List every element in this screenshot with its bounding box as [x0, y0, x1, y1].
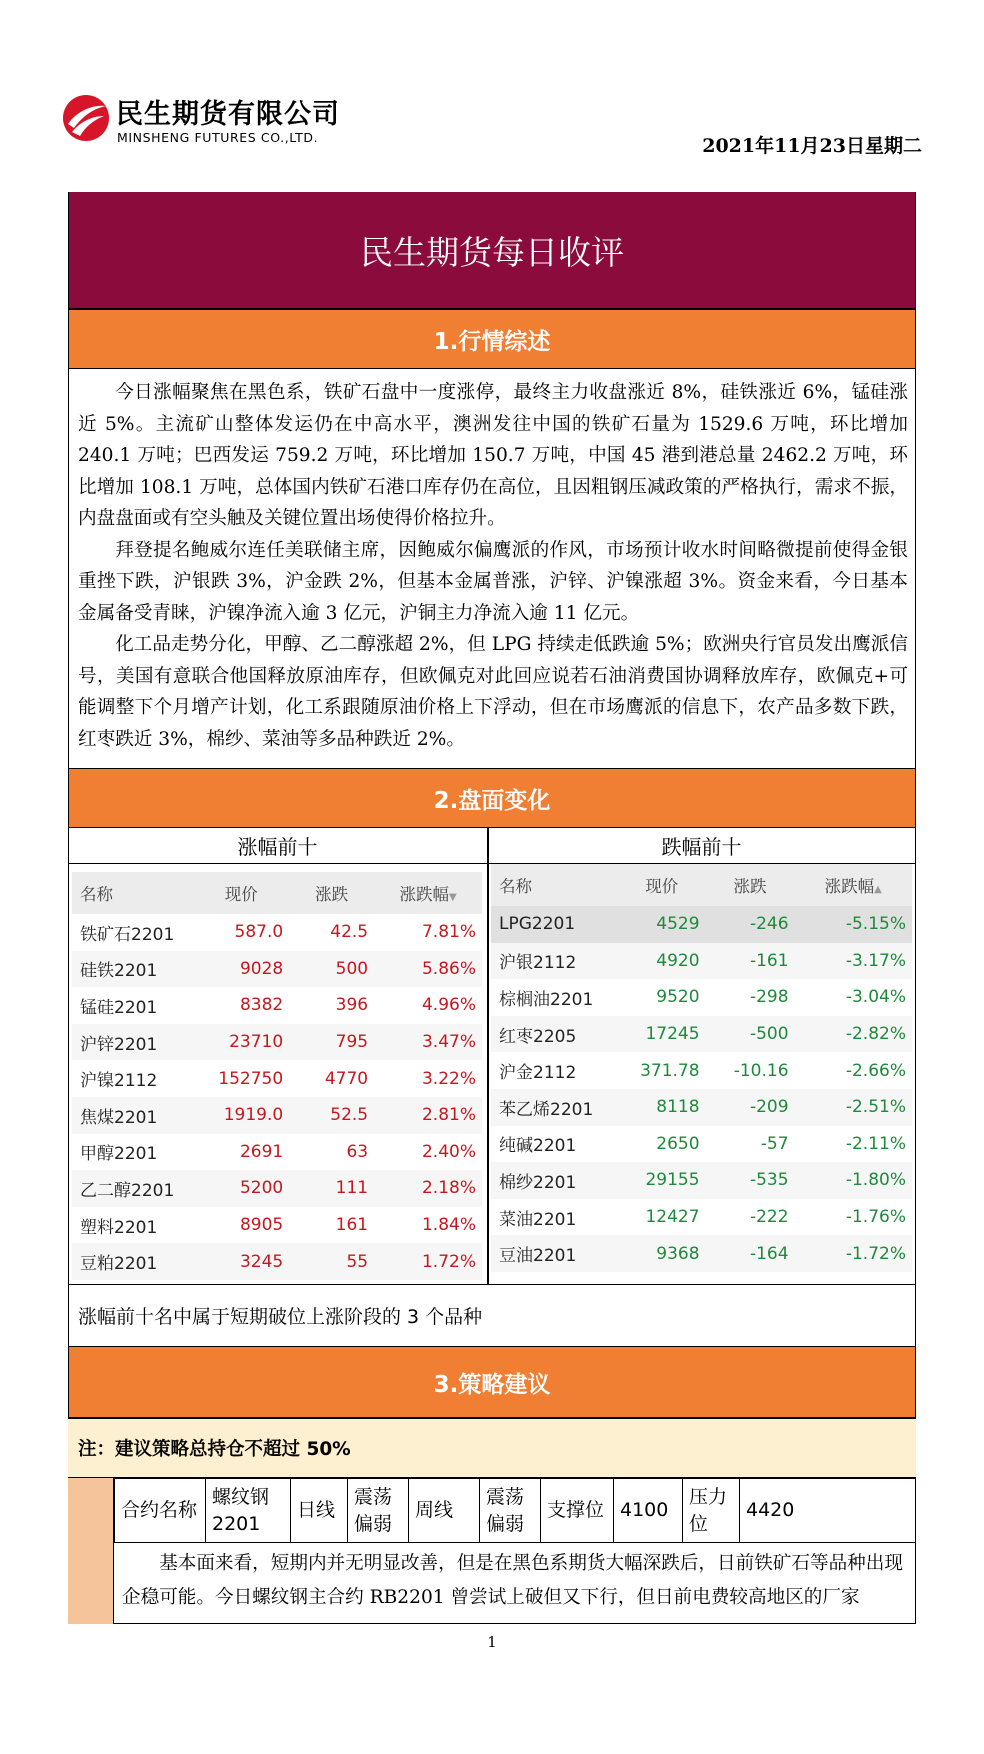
losers-table — [491, 864, 912, 1272]
change-percent: 7.81% — [421, 922, 476, 943]
overview-paragraph: 拜登提名鲍威尔连任美联储主席，因鲍威尔偏鹰派的作风，市场预计收水时间略微提前使得金银重挫下跌，沪银跌 3%，沪金跌 2%，但基本金属普涨，沪锌、沪镍涨超 3%。资金来看，今日基本金属备受青睐，沪镍净流入逾 3 亿元，沪铜主力净流入逾 11 亿元。 — [78, 539, 908, 624]
change-percent: -2.66% — [845, 1060, 906, 1081]
table-row[interactable] — [491, 1089, 912, 1126]
contract-label: 合约名称 — [115, 1479, 206, 1543]
resistance-label: 压力位 — [683, 1479, 740, 1543]
weekly-value: 震荡偏弱 — [480, 1479, 541, 1543]
table-row[interactable] — [72, 1024, 482, 1061]
last-price: 12427 — [645, 1207, 700, 1228]
table-row[interactable] — [491, 1016, 912, 1053]
change-percent: -2.51% — [795, 1089, 912, 1126]
column-header[interactable]: 涨跌 — [706, 864, 795, 906]
contract-name: 塑料2201 — [80, 1217, 158, 1238]
last-price: 152750 — [218, 1068, 284, 1089]
contract-name: 乙二醇2201 — [72, 1170, 193, 1207]
price-change: -298 — [749, 987, 789, 1008]
change-percent: 2.18% — [374, 1170, 482, 1207]
contract-name: 铁矿石2201 — [80, 924, 175, 945]
last-price: 9028 — [193, 951, 289, 988]
column-header[interactable]: 名称 — [72, 872, 193, 914]
contract-name: 硅铁2201 — [72, 951, 193, 988]
table-row[interactable] — [72, 1060, 482, 1097]
change-percent: 3.47% — [374, 1024, 482, 1061]
change-percent: 1.72% — [374, 1243, 482, 1280]
table-row[interactable] — [72, 1170, 482, 1207]
change-percent: 5.86% — [374, 951, 482, 988]
contract-name: 纯碱2201 — [499, 1136, 577, 1157]
price-change: 4770 — [324, 1068, 369, 1089]
table-row[interactable] — [491, 979, 912, 1016]
strategy-row — [115, 1479, 916, 1543]
price-change: -161 — [706, 943, 795, 980]
table-row[interactable] — [72, 1243, 482, 1280]
contract-name: 红枣2205 — [491, 1016, 618, 1053]
contract-name: 沪锌2201 — [72, 1024, 193, 1061]
column-header[interactable]: 现价 — [193, 872, 289, 914]
losers-title: 跌幅前十 — [487, 828, 916, 864]
last-price: 371.78 — [640, 1060, 700, 1081]
report-date: 2021年11月23日星期二 — [702, 135, 922, 157]
last-price: 2650 — [656, 1133, 700, 1154]
table-row[interactable] — [72, 987, 482, 1024]
position-note: 注：建议策略总持仓不超过 50% — [68, 1418, 916, 1478]
last-price: 8905 — [239, 1215, 284, 1236]
table-divider — [487, 828, 489, 1284]
minsheng-logo-icon — [62, 94, 110, 142]
table-row[interactable] — [491, 1199, 912, 1236]
breakout-note: 涨幅前十名中属于短期破位上涨阶段的 3 个品种 — [68, 1284, 916, 1346]
page-number: 1 — [487, 1633, 497, 1651]
section-title-strategy: 3.策略建议 — [68, 1346, 916, 1418]
change-percent: 3.22% — [421, 1068, 476, 1089]
contract-name: 沪镍2112 — [80, 1071, 158, 1092]
last-price: 29155 — [618, 1162, 706, 1199]
weekly-label: 周线 — [409, 1479, 480, 1543]
contract-name: 棉纱2201 — [491, 1162, 618, 1199]
report-title: 民生期货每日收评 — [68, 192, 916, 309]
change-percent: -3.04% — [845, 987, 906, 1008]
strategy-paragraph: 基本面来看，短期内并无明显改善，但是在黑色系期货大幅深跌后，日前铁矿石等品种出现企稳可能。今日螺纹钢主合约 RB2201 曾尝试上破但又下行，但日前电费较高地区的厂家 — [122, 1553, 903, 1608]
contract-name: 菜油2201 — [499, 1209, 577, 1230]
support-label: 支撑位 — [541, 1479, 614, 1543]
change-percent: -1.76% — [845, 1207, 906, 1228]
contract-name: 沪金2112 — [499, 1063, 577, 1084]
contract-name: 焦煤2201 — [72, 1097, 193, 1134]
price-change: 396 — [335, 995, 369, 1016]
price-change: -246 — [706, 906, 795, 943]
price-change: 52.5 — [289, 1097, 374, 1134]
change-percent: -2.82% — [795, 1016, 912, 1053]
price-change: 111 — [289, 1170, 374, 1207]
last-price: 5200 — [193, 1170, 289, 1207]
price-change: -500 — [706, 1016, 795, 1053]
last-price: 1919.0 — [193, 1097, 289, 1134]
contract-name: 沪银2112 — [491, 943, 618, 980]
change-percent: -2.11% — [845, 1133, 906, 1154]
strategy-side-marker — [68, 1478, 114, 1624]
price-change: 63 — [346, 1141, 369, 1162]
last-price: 8382 — [239, 995, 284, 1016]
sort-desc-icon: ▼ — [448, 892, 457, 903]
column-header-label: 涨跌幅 — [824, 877, 875, 896]
gainers-title: 涨幅前十 — [68, 828, 487, 864]
daily-label: 日线 — [291, 1479, 348, 1543]
price-change: -222 — [749, 1207, 789, 1228]
last-price: 4920 — [618, 943, 706, 980]
price-change: -209 — [706, 1089, 795, 1126]
column-header[interactable]: 涨跌 — [289, 872, 374, 914]
company-name-en: MINSHENG FUTURES CO.,LTD. — [117, 130, 319, 145]
gainers-table — [72, 872, 482, 1280]
column-header[interactable]: 现价 — [618, 864, 706, 906]
contract-name: LPG2201 — [491, 906, 618, 943]
last-price: 587.0 — [234, 922, 284, 943]
change-percent: -1.80% — [795, 1162, 912, 1199]
change-percent: 2.40% — [421, 1141, 476, 1162]
table-header-row — [491, 864, 912, 906]
price-change: 500 — [289, 951, 374, 988]
company-logo — [62, 88, 362, 158]
last-price: 23710 — [193, 1024, 289, 1061]
last-price: 9368 — [618, 1235, 706, 1272]
strategy-table — [114, 1478, 916, 1543]
overview-paragraph: 化工品走势分化，甲醇、乙二醇涨超 2%，但 LPG 持续走低跌逾 5%；欧洲央行官员发出鹰派信号，美国有意联合他国释放原油库存，但欧佩克对此回应说若石油消费国协调释放库存，欧佩克+可能调整下个月增产计划，化工系跟随原油价格上下浮动，但在市场鹰派的信息下，农产品多数下跌，红枣跌近 3%，棉纱、菜油等多品种跌近 2%。 — [78, 634, 908, 750]
table-row[interactable] — [72, 951, 482, 988]
table-row[interactable] — [491, 943, 912, 980]
last-price: 9520 — [656, 987, 700, 1008]
column-header-label: 涨跌幅 — [399, 885, 449, 904]
table-row[interactable] — [72, 1097, 482, 1134]
last-price: 2691 — [239, 1141, 284, 1162]
overview-paragraph: 今日涨幅聚焦在黑色系，铁矿石盘中一度涨停，最终主力收盘涨近 8%，硅铁涨近 6%，锰硅涨近 5%。主流矿山整体发运仍在中高水平，澳洲发往中国的铁矿石量为 1529.6 万吨，环比增加 240.1 万吨；巴西发运 759.2 万吨，环比增加 150.7 万吨，中国 45 港到港总量 2462.2 万吨，环比增加 108.1 万吨，总体国内铁矿石港口库存仍在高位，且因粗钢压减政策的严格执行，需求不振，内盘盘面或有空头触及关键位置出场使得价格拉升。 — [78, 382, 908, 529]
table-row[interactable] — [491, 1162, 912, 1199]
contract-name: 豆粕2201 — [72, 1243, 193, 1280]
company-name-cn: 民生期货有限公司 — [116, 99, 340, 130]
price-change: 161 — [335, 1215, 369, 1236]
column-header[interactable]: 名称 — [491, 864, 618, 906]
change-percent: 4.96% — [421, 995, 476, 1016]
contract-value: 螺纹钢2201 — [206, 1479, 291, 1543]
table-header-row — [72, 872, 482, 914]
section-title-overview: 1.行情综述 — [68, 309, 916, 369]
support-value: 4100 — [614, 1479, 683, 1543]
contract-name: 甲醇2201 — [80, 1144, 158, 1165]
price-change: -57 — [760, 1133, 789, 1154]
table-row[interactable] — [491, 906, 912, 943]
column-header-sorted[interactable] — [795, 864, 912, 906]
price-change: 55 — [289, 1243, 374, 1280]
last-price: 8118 — [618, 1089, 706, 1126]
change-percent: -3.17% — [795, 943, 912, 980]
contract-name: 苯乙烯2201 — [491, 1089, 618, 1126]
last-price: 4529 — [618, 906, 706, 943]
contract-name: 棕榈油2201 — [499, 989, 594, 1010]
sort-asc-icon: ▲ — [874, 884, 882, 895]
price-change: 42.5 — [330, 922, 369, 943]
column-header-sorted[interactable] — [374, 872, 482, 914]
change-percent: 1.84% — [421, 1215, 476, 1236]
market-overview-text — [68, 373, 916, 760]
price-change: -164 — [706, 1235, 795, 1272]
table-row[interactable] — [491, 1126, 912, 1163]
table-row[interactable] — [72, 1207, 482, 1244]
contract-name: 锰硅2201 — [80, 997, 158, 1018]
contract-name: 豆油2201 — [491, 1235, 618, 1272]
change-percent: 2.81% — [374, 1097, 482, 1134]
table-row[interactable] — [491, 1052, 912, 1089]
change-percent: -1.72% — [795, 1235, 912, 1272]
strategy-text — [114, 1543, 916, 1624]
table-row[interactable] — [72, 914, 482, 951]
table-row[interactable] — [72, 1134, 482, 1171]
resistance-value: 4420 — [740, 1479, 916, 1543]
section-title-market-changes: 2.盘面变化 — [68, 768, 916, 828]
last-price: 17245 — [618, 1016, 706, 1053]
price-change: -535 — [706, 1162, 795, 1199]
table-row[interactable] — [491, 1235, 912, 1272]
price-change: 795 — [289, 1024, 374, 1061]
change-percent: -5.15% — [795, 906, 912, 943]
price-change: -10.16 — [733, 1060, 789, 1081]
last-price: 3245 — [193, 1243, 289, 1280]
daily-value: 震荡偏弱 — [348, 1479, 409, 1543]
